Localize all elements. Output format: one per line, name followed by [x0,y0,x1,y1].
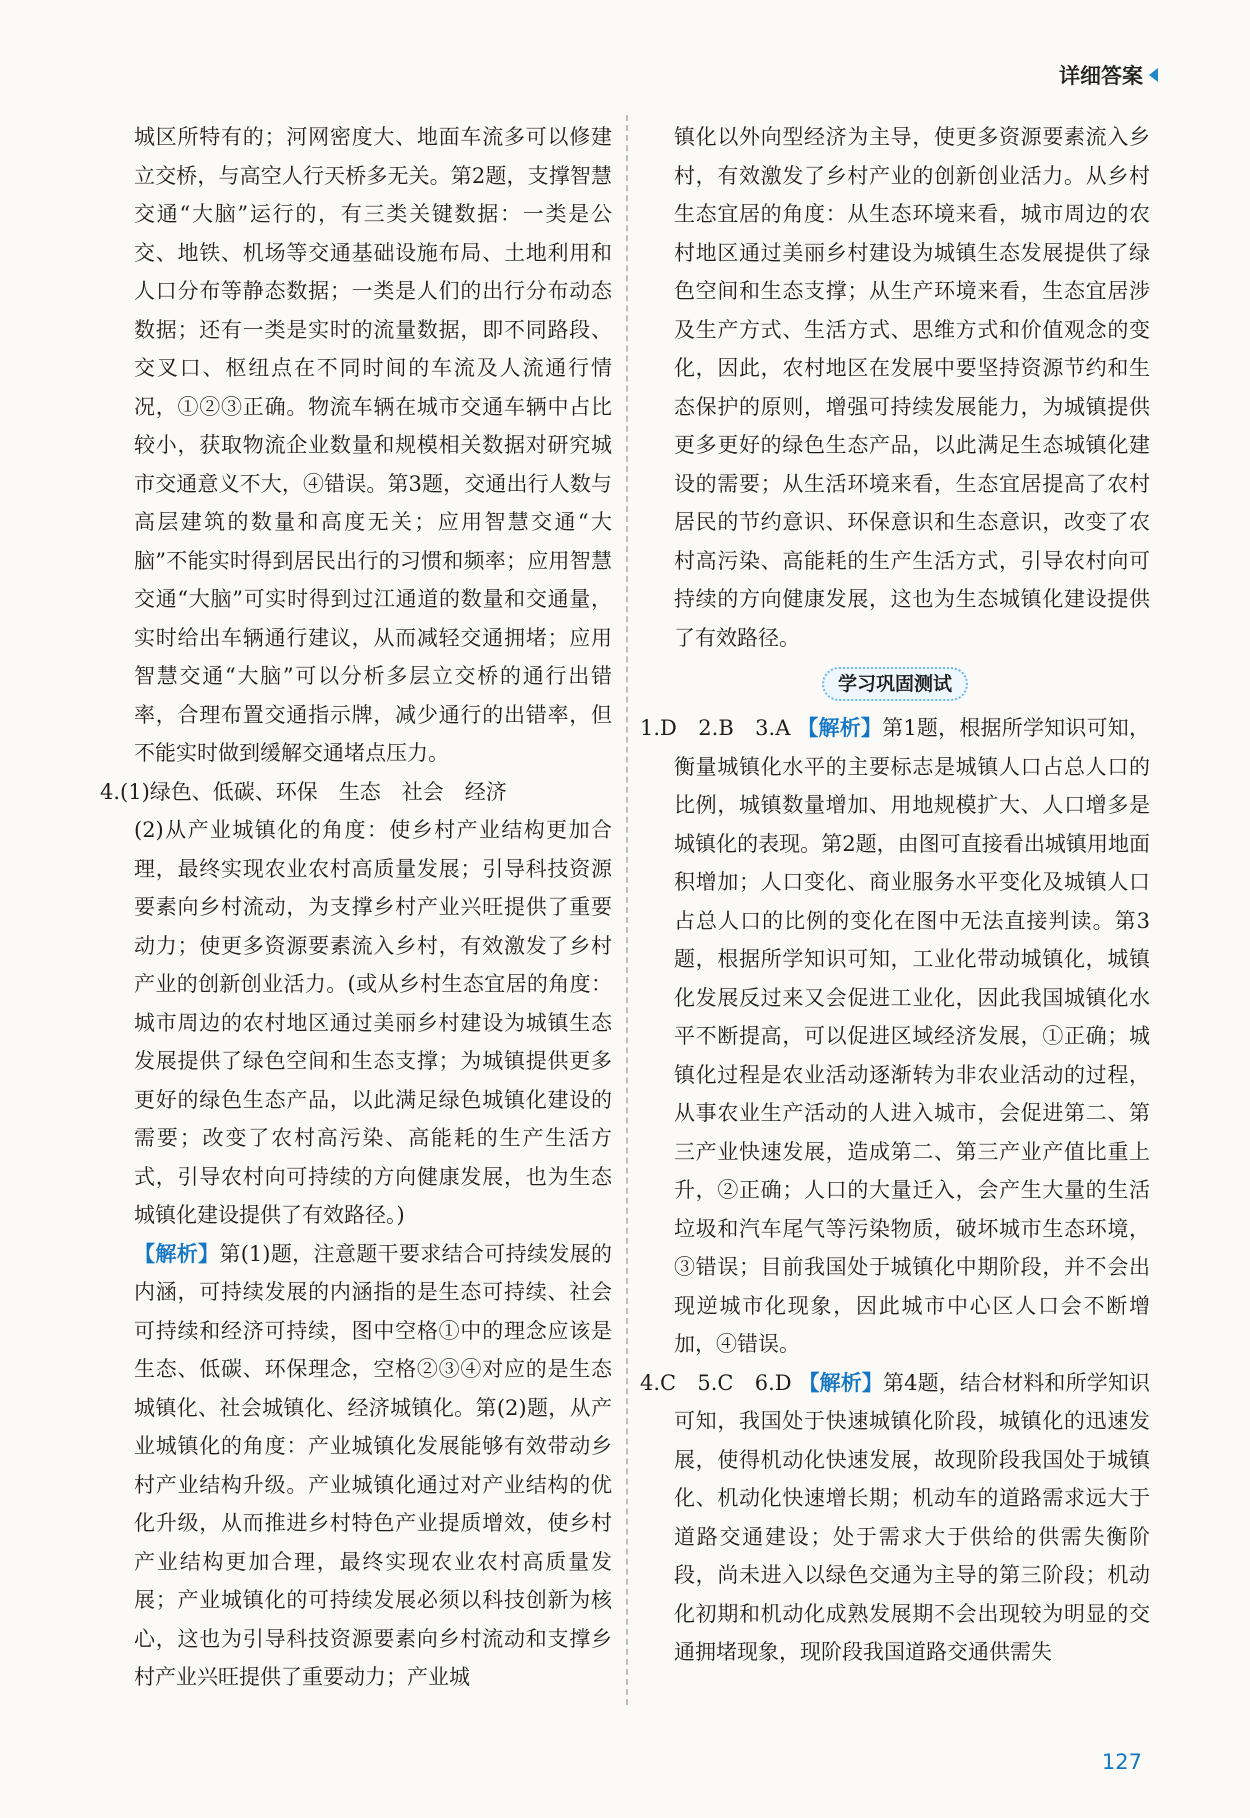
q1-3-answers [640,709,1150,1364]
q4-analysis-tag: 【解析】 [798,1369,883,1395]
right-column [640,118,1150,1672]
column-divider [626,115,628,1705]
q1-head: 1.D 2.B 3.A [640,716,791,740]
analysis-text: 第(1)题，注意题干要求结合可持续发展的内涵，可持续发展的内涵指的是生态可持续、社会可持续和经济可持续，图中空格①中的理念应该是生态、低碳、环保理念，空格②③④对应的是生态城镇化、社会城镇化、经济城镇化。第(2)题，从产业城镇化的角度：产业城镇化发展能够有效带动乡村产业结构升级。产业城镇化通过对产业结构的优化升级，从而推进乡村特色产业提质增效，使乡村产业结构更加合理，最终实现农业农村高质量发展；产业城镇化的可持续发展必须以科技创新为核心，这也为引导科技资源要素向乡村流动和支撑乡村产业兴旺提供了重要动力；产业城 [134,1241,613,1689]
right-paragraph-1: 镇化以外向型经济为主导，使更多资源要素流入乡村，有效激发了乡村产业的创新创业活力。从乡村生态宜居的角度：从生态环境来看，城市周边的农村地区通过美丽乡村建设为城镇生态发展提供了绿色空间和生态支撑；从生产环境来看，生态宜居涉及生产方式、生活方式、思维方式和价值观念的变化，因此，农村地区在发展中要坚持资源节约和生态保护的原则，增强可持续发展能力，为城镇提供更多更好的绿色生态产品，以此满足生态城镇化建设的需要；从生活环境来看，生态宜居提高了农村居民的节约意识、环保意识和生态意识，改变了农村高污染、高能耗的生产生活方式，引导农村向可持续的方向健康发展，这也为生态城镇化建设提供了有效路径。 [674,125,1150,650]
page-header [1059,60,1158,90]
q4-analysis-text: 第4题，结合材料和所学知识可知，我国处于快速城镇化阶段，城镇化的迅速发展，使得机动化快速发展，故现阶段我国处于城镇化、机动化快速增长期；机动车的道路需求远大于道路交通建设；处于需求大于供给的供需失衡阶段，尚未进入以绿色交通为主导的第三阶段；机动化初期和机动化成熟发展期不会出现较为明显的交通拥堵现象，现阶段我国道路交通供需失 [674,1370,1150,1664]
q4-head: 4.C 5.C 6.D [640,1370,792,1395]
q4-answer-1: 4.(1)绿色、低碳、环保 生态 社会 经济 [100,779,507,804]
q1-analysis-tag: 【解析】 [797,715,883,740]
left-paragraph-1: 城区所特有的；河网密度大、地面车流多可以修建立交桥，与高空人行天桥多无关。第2题，支撑智慧交通“大脑”运行的，有三类关键数据：一类是公交、地铁、机场等交通基础设施布局、土地利用和人口分布等静态数据；一类是人们的出行分布动态数据；还有一类是实时的流量数据，即不同路段、交叉口、枢纽点在不同时间的车流及人流通行情况，①②③正确。物流车辆在城市交通车辆中占比较小，获取物流企业数量和规模相关数据对研究城市交通意义不大，④错误。第3题，交通出行人数与高层建筑的数量和高度无关；应用智慧交通“大脑”不能实时得到居民出行的习惯和频率；应用智慧交通“大脑”可实时得到过江通道的数量和交通量，实时给出车辆通行建议，从而减轻交通拥堵；应用智慧交通“大脑”可以分析多层立交桥的通行出错率，合理布置交通指示牌，减少通行的出错率，但不能实时做到缓解交通堵点压力。 [134,125,612,765]
q4-6-answers [640,1364,1150,1672]
section-heading [640,667,1150,701]
header-title: 详细答案 [1059,64,1143,88]
q4-answer-2: (2)从产业城镇化的角度：使乡村产业结构更加合理，最终实现农业农村高质量发展；引导科技资源要素向乡村流动，为支撑乡村产业兴旺提供了重要动力；使更多资源要素流入乡村，有效激发了乡村产业的创新创业活力。(或从乡村生态宜居的角度：城市周边的农村地区通过美丽乡村建设为城镇生态发展提供了绿色空间和生态支撑；为城镇提供更多更好的绿色生态产品，以此满足绿色城镇化建设的需要；改变了农村高污染、高能耗的生产生活方式，引导农村向可持续的方向健康发展，也为生态城镇化建设提供了有效路径。) [134,818,612,1227]
left-analysis [100,1235,612,1697]
triangle-icon [1149,68,1158,82]
page-number: 127 [1101,1750,1142,1774]
q1-analysis-text: 第1题，根据所学知识可知，衡量城镇化水平的主要标志是城镇人口占总人口的比例，城镇数量增加、用地规模扩大、人口增多是城镇化的表现。第2题，由图可直接看出城镇用地面积增加；人口变化、商业服务水平变化及城镇人口占总人口的比例的变化在图中无法直接判读。第3题，根据所学知识可知，工业化带动城镇化，城镇化发展反过来又会促进工业化，因此我国城镇化水平不断提高，可以促进区域经济发展，①正确；城镇化过程是农业活动逐渐转为非农业活动的过程，从事农业生产活动的人进入城市，会促进第二、第三产业快速发展，造成第二、第三产业产值比重上升，②正确；人口的大量迁入，会产生大量的生活垃圾和汽车尾气等污染物质，破坏城市生态环境，③错误；目前我国处于城镇化中期阶段，并不会出现逆城市化现象，因此城市中心区人口会不断增加，④错误。 [674,716,1150,1356]
left-column [100,118,612,1697]
section-title: 学习巩固测试 [822,667,968,701]
analysis-tag: 【解析】 [134,1240,220,1266]
